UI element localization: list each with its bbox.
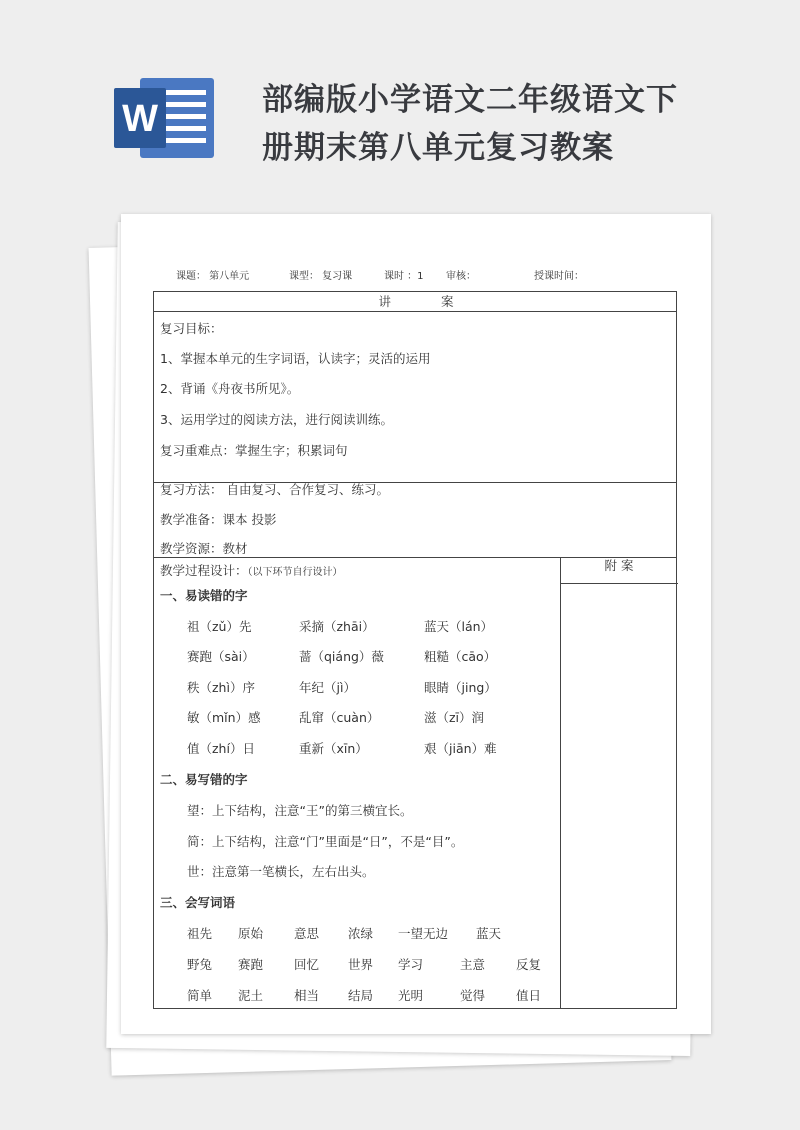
pinyin-word: 粗糙（cāo） bbox=[424, 649, 497, 664]
process-label: 教学过程设计：（以下环节自行设计） bbox=[160, 563, 343, 578]
vocab-word: 光明 bbox=[398, 988, 424, 1003]
goal-item: 2、背诵《舟夜书所见》。 bbox=[160, 381, 300, 396]
vocab-word: 回忆 bbox=[294, 957, 320, 972]
pinyin-word: 乱窜（cuàn） bbox=[299, 710, 380, 725]
vocab-word: 泥土 bbox=[238, 988, 264, 1003]
meta-type: 课型： 复习课 bbox=[289, 271, 353, 282]
vocab-word: 结局 bbox=[348, 988, 374, 1003]
vocab-word: 值日 bbox=[516, 988, 542, 1003]
pinyin-word: 采摘（zhāi） bbox=[299, 619, 375, 634]
svg-text:W: W bbox=[122, 98, 158, 140]
goals-label: 复习目标： bbox=[160, 321, 223, 336]
vocab-word: 蓝天 bbox=[476, 926, 502, 941]
pinyin-word: 祖（zǔ）先 bbox=[187, 619, 252, 634]
meta-periods: 课时 ：1 bbox=[384, 271, 424, 282]
meta-review: 审核： bbox=[446, 271, 476, 282]
page-title: 部编版小学语文二年级语文下册期末第八单元复习教案 bbox=[262, 82, 678, 166]
vocab-word: 意思 bbox=[294, 926, 320, 941]
vocab-word: 赛跑 bbox=[238, 957, 264, 972]
pinyin-word: 值（zhí）日 bbox=[187, 741, 255, 756]
vocab-word: 原始 bbox=[238, 926, 264, 941]
lesson-meta-row bbox=[176, 267, 696, 281]
vocab-word: 浓绿 bbox=[348, 926, 374, 941]
vocab-word: 祖先 bbox=[187, 926, 213, 941]
pinyin-word: 蓝天（lán） bbox=[424, 619, 494, 634]
vocab-word: 反复 bbox=[516, 957, 542, 972]
pinyin-word: 艰（jiān）难 bbox=[424, 741, 497, 756]
key-points: 复习重难点：掌握生字；积累词句 bbox=[160, 443, 348, 458]
teaching-materials: 教学准备：课本 投影 bbox=[160, 512, 277, 527]
process-note: （以下环节自行设计） bbox=[247, 567, 343, 578]
teaching-resources: 教学资源：教材 bbox=[160, 541, 248, 556]
pinyin-word: 重新（xīn） bbox=[299, 741, 368, 756]
word-document-icon bbox=[112, 74, 216, 162]
vocab-word: 相当 bbox=[294, 988, 320, 1003]
goal-item: 1、掌握本单元的生字词语，认读字；灵活的运用 bbox=[160, 351, 431, 366]
section-heading: 一、易读错的字 bbox=[160, 588, 248, 603]
divider bbox=[560, 583, 678, 584]
review-method: 复习方法： 自由复习、合作复习、练习。 bbox=[160, 482, 389, 497]
vocab-word: 简单 bbox=[187, 988, 213, 1003]
appendix-header: 附 案 bbox=[604, 558, 634, 573]
writing-tip: 简：上下结构，注意“门”里面是“日”，不是“目”。 bbox=[187, 834, 464, 849]
pinyin-word: 眼睛（jing） bbox=[424, 680, 497, 695]
vocab-word: 野兔 bbox=[187, 957, 213, 972]
vocab-word: 世界 bbox=[348, 957, 374, 972]
vocab-word: 一望无边 bbox=[398, 926, 449, 941]
vocab-word: 觉得 bbox=[460, 988, 486, 1003]
writing-tip: 世：注意第一笔横长，左右出头。 bbox=[187, 864, 375, 879]
section-heading: 三、会写词语 bbox=[160, 895, 236, 910]
pinyin-word: 年纪（jì） bbox=[299, 680, 356, 695]
pinyin-word: 秩（zhì）序 bbox=[187, 680, 255, 695]
pinyin-word: 赛跑（sài） bbox=[187, 649, 255, 664]
goal-item: 3、运用学过的阅读方法，进行阅读训练。 bbox=[160, 412, 393, 427]
divider bbox=[154, 311, 676, 312]
writing-tip: 望：上下结构，注意“王”的第三横宜长。 bbox=[187, 803, 413, 818]
pinyin-word: 蔷（qiáng）薇 bbox=[299, 649, 384, 664]
section-heading: 二、易写错的字 bbox=[160, 772, 248, 787]
pinyin-word: 敏（mǐn）感 bbox=[187, 710, 261, 725]
vocab-word: 学习 bbox=[398, 957, 424, 972]
meta-topic: 课题： 第八单元 bbox=[176, 271, 250, 282]
column-divider bbox=[560, 557, 561, 1009]
section-title: 讲 案 bbox=[378, 294, 454, 309]
vocab-word: 主意 bbox=[460, 957, 486, 972]
pinyin-word: 滋（zī）润 bbox=[424, 710, 485, 725]
lesson-plan-table bbox=[153, 291, 677, 1009]
meta-time: 授课时间： bbox=[534, 271, 584, 282]
